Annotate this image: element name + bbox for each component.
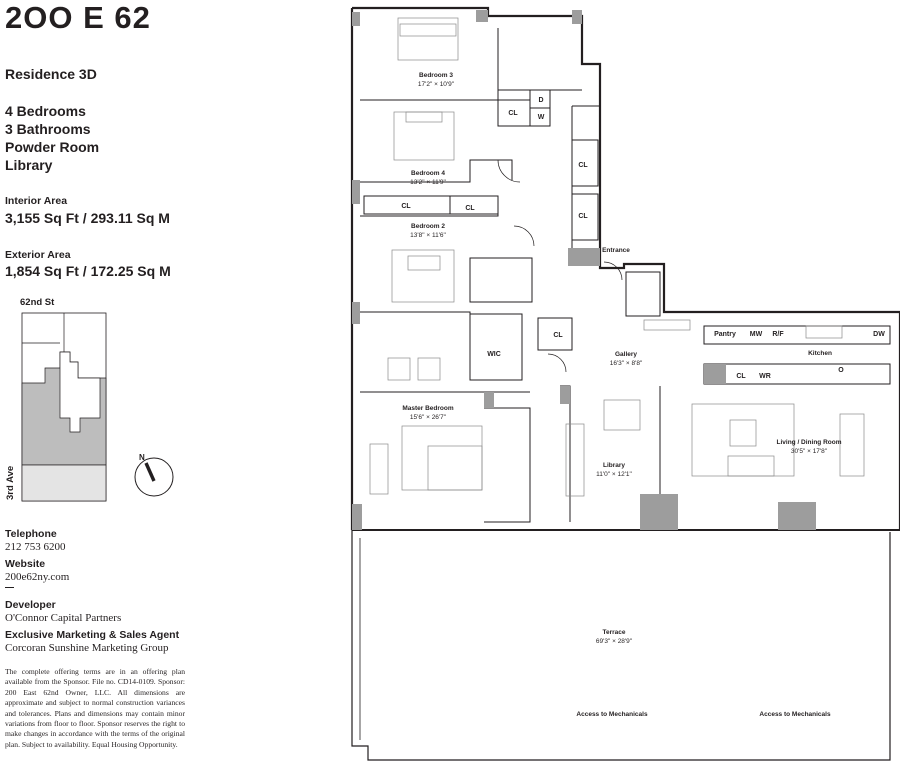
room-bedroom4-name: Bedroom 4 <box>411 170 445 177</box>
room-living-name: Living / Dining Room <box>776 439 842 446</box>
tag-cl-bed4a: CL <box>401 203 411 210</box>
tag-cl-entry2: CL <box>578 213 588 220</box>
feature-library: Library <box>5 157 53 173</box>
website-link[interactable]: 200e62ny.com <box>5 571 70 583</box>
legal-disclaimer: The complete offering terms are in an offering plan available from the Sponsor. File no. CD14-0109. Sponsor: 200 East 62nd Owner, LLC. All dimensions are approximate and subject to normal construction variances and tolerances. Plans and dimensions may contain minor variations from floor to floor. Sponsor reserves the right to make changes in accordance with the terms of the original plan. Subject to availability. Equal Housing Opportunity. <box>5 667 185 749</box>
room-bedroom2-dim: 13'8" × 11'6" <box>410 232 446 239</box>
telephone-value[interactable]: 212 753 6200 <box>5 541 66 553</box>
wall-master-bath <box>484 408 530 522</box>
tag-pantry: Pantry <box>714 331 736 338</box>
tag-cl-bed4b: CL <box>465 205 475 212</box>
room-gallery-dim: 16'3" × 8'8" <box>609 360 643 367</box>
room-terrace-dim: 69'3" × 28'9" <box>595 638 633 645</box>
powder-room <box>626 272 660 316</box>
wall-entry-closets <box>572 106 600 248</box>
mechanicals-access-1: Access to Mechanicals <box>576 711 648 718</box>
room-kitchen-name: Kitchen <box>808 350 832 357</box>
building-title: 2OO E 62 <box>5 0 151 35</box>
wall-bed3 <box>360 28 582 100</box>
tag-mw: MW <box>749 331 763 338</box>
interior-area-label: Interior Area <box>5 195 68 207</box>
telephone-label: Telephone <box>5 528 57 540</box>
tag-cl-kitchen: CL <box>736 373 746 380</box>
tag-oven: O <box>838 367 844 374</box>
room-bedroom4-dim: 13'2" × 11'9" <box>410 179 446 186</box>
feature-powder-room: Powder Room <box>5 139 100 155</box>
tag-cl-bed3: CL <box>508 110 518 117</box>
room-entrance-name: Entrance <box>602 247 630 254</box>
room-master-dim: 15'6" × 26'7" <box>409 414 447 421</box>
tag-rf: R/F <box>772 331 784 338</box>
developer-value: O'Connor Capital Partners <box>5 612 122 624</box>
exterior-area-value: 1,854 Sq Ft / 172.25 Sq M <box>5 263 171 279</box>
room-library-name: Library <box>602 462 626 469</box>
key-plan-street-side: 3rd Ave <box>5 465 16 500</box>
furniture <box>370 18 864 496</box>
agent-label: Exclusive Marketing & Sales Agent <box>5 629 180 641</box>
kitchen-island <box>704 364 890 384</box>
terrace-outline <box>352 530 890 760</box>
wall-bed2-bottom <box>360 312 522 380</box>
mechanicals-access-2: Access to Mechanicals <box>759 711 831 718</box>
agent-value: Corcoran Sunshine Marketing Group <box>5 642 169 654</box>
tag-wic: WIC <box>487 351 501 358</box>
website-label: Website <box>5 558 46 570</box>
tag-cl-entry1: CL <box>578 162 588 169</box>
room-library-dim: 11'0" × 12'1" <box>596 471 632 478</box>
tag-d: D <box>538 97 544 104</box>
room-master-name: Master Bedroom <box>402 405 454 412</box>
tag-w: W <box>537 114 545 121</box>
tag-dw: DW <box>873 331 885 338</box>
tag-cl-gallery: CL <box>553 332 563 339</box>
bath-bed2 <box>470 258 532 302</box>
wall-library-west <box>560 386 570 522</box>
door-swings <box>498 160 622 372</box>
wall-bed2-top <box>360 196 498 216</box>
room-bedroom2-name: Bedroom 2 <box>411 223 445 230</box>
residence-name: Residence 3D <box>5 66 97 82</box>
key-plan-street-top: 62nd St <box>20 297 55 308</box>
feature-bedrooms: 4 Bedrooms <box>5 103 86 119</box>
room-bedroom3-name: Bedroom 3 <box>419 72 453 79</box>
exterior-area-label: Exterior Area <box>5 249 71 261</box>
room-terrace-name: Terrace <box>602 629 626 636</box>
developer-label: Developer <box>5 599 56 611</box>
room-gallery-name: Gallery <box>614 351 638 358</box>
interior-area-value: 3,155 Sq Ft / 293.11 Sq M <box>5 210 170 226</box>
tag-wr: WR <box>759 373 771 380</box>
feature-bathrooms: 3 Bathrooms <box>5 121 91 137</box>
room-bedroom3-dim: 17'2" × 10'9" <box>417 81 455 88</box>
north-label: N <box>139 453 145 462</box>
room-living-dim: 30'5" × 17'8" <box>790 448 828 455</box>
